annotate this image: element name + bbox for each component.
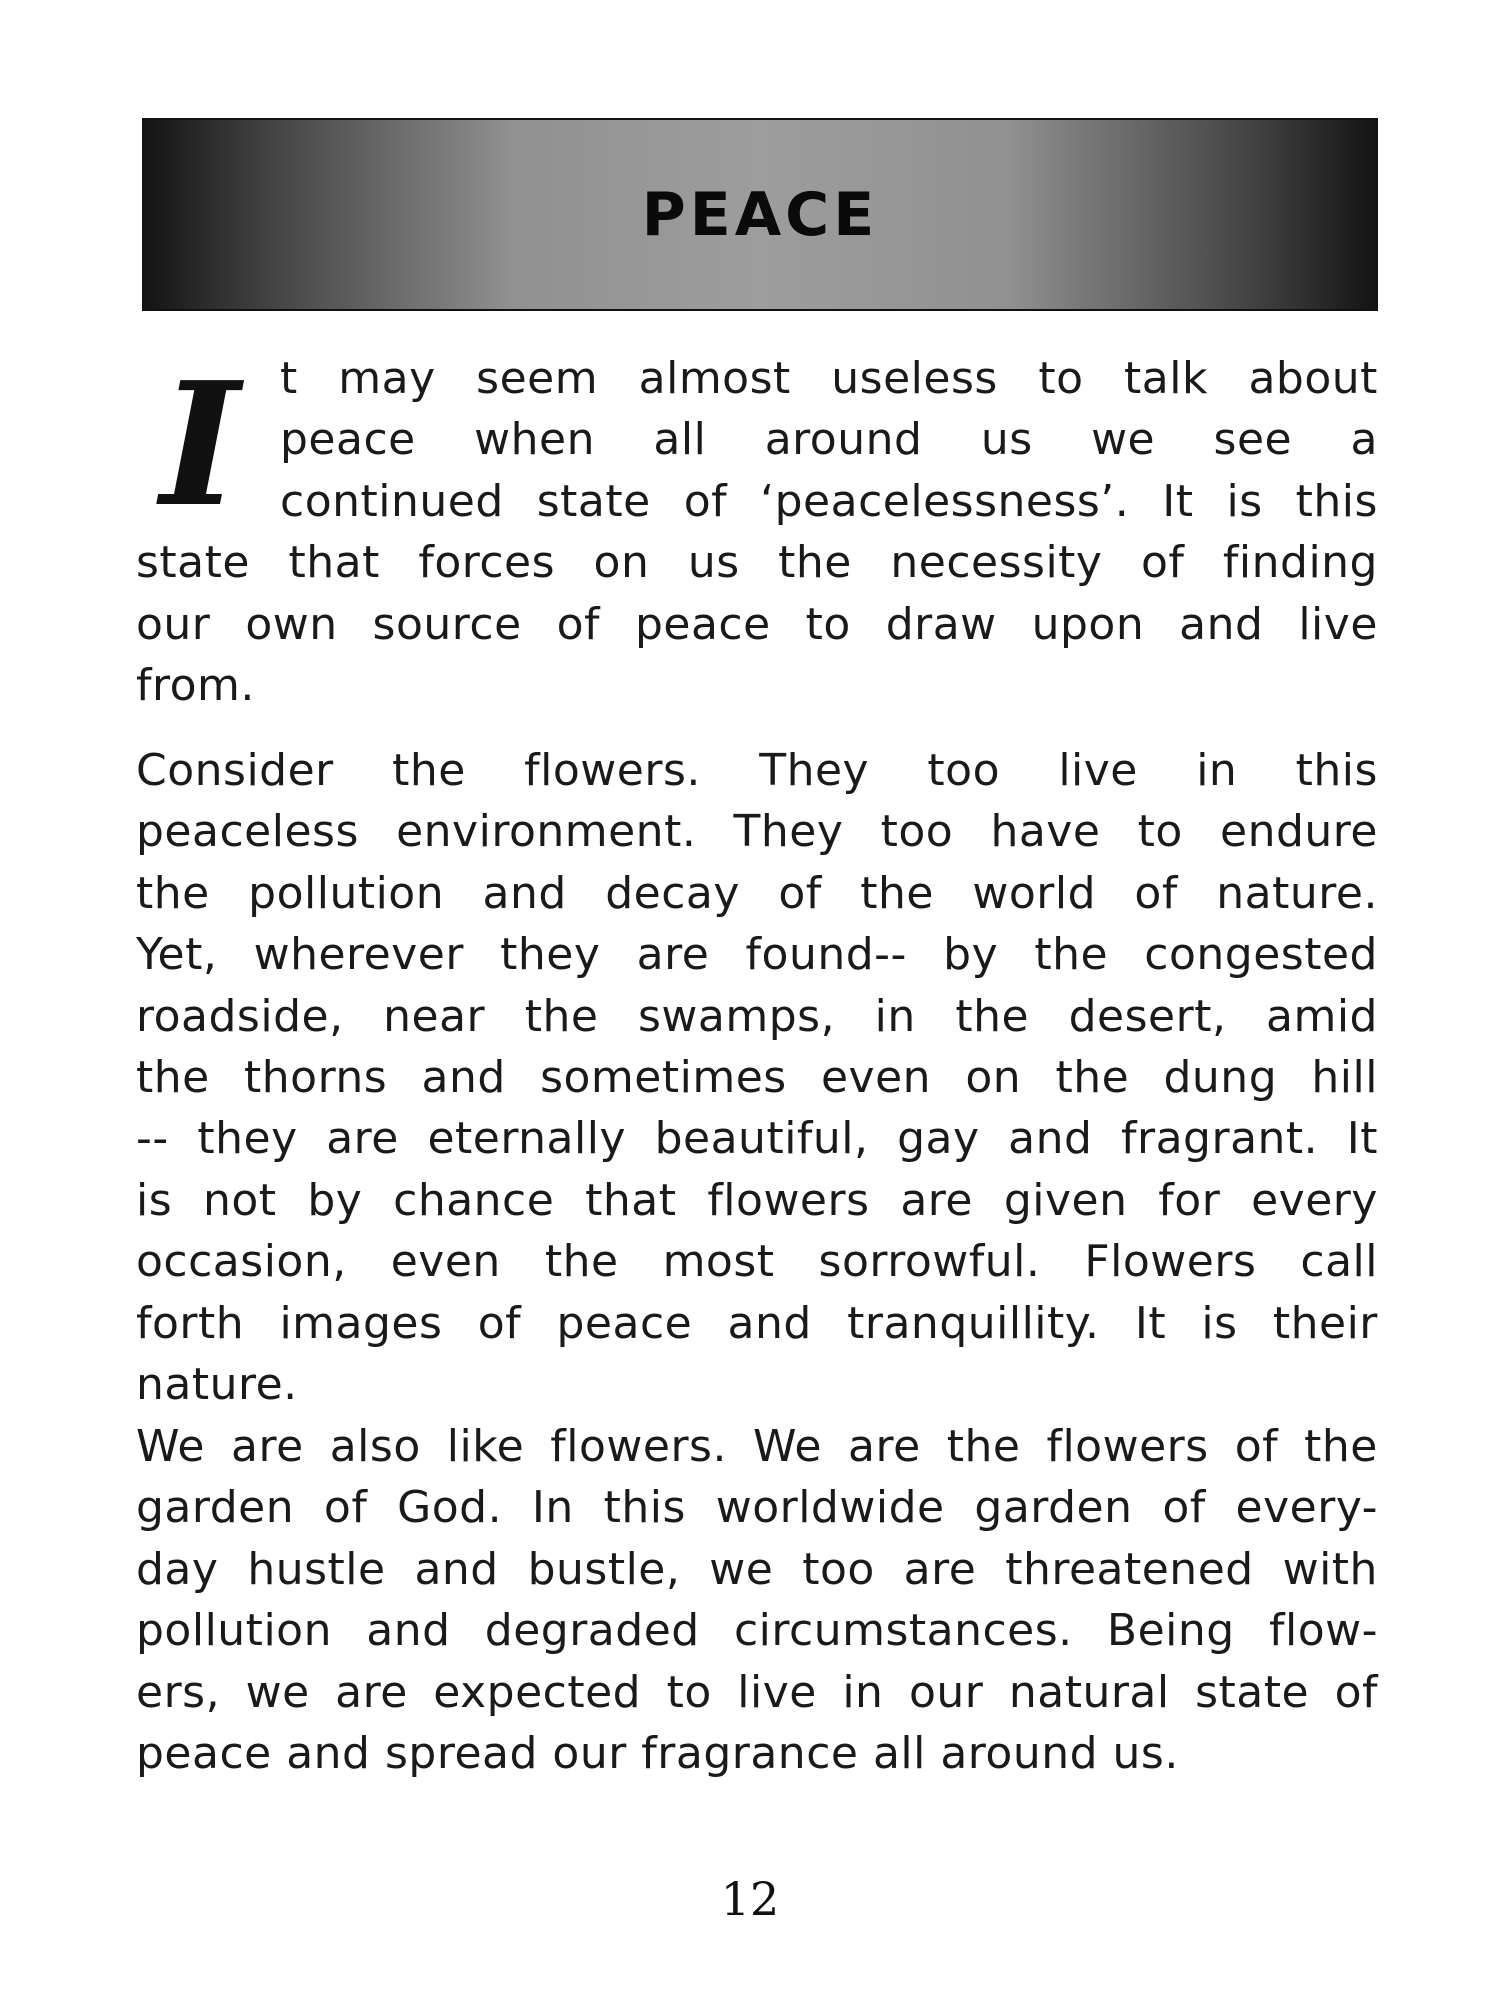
text-line: is not by chance that flowers are given for every xyxy=(136,1174,1378,1226)
text-line: continued state of ‘peacelessness’. It is this xyxy=(280,475,1378,527)
text-line: pollution and degraded circumstances. Being flow- xyxy=(136,1605,1378,1657)
text-line: garden of God. In this worldwide garden of every- xyxy=(136,1482,1378,1534)
text-line: t may seem almost useless to talk about xyxy=(280,353,1378,404)
text-line: the thorns and sometimes even on the dung hill xyxy=(136,1051,1378,1103)
page-number: 12 xyxy=(720,1872,780,1926)
text-line: ers, we are expected to live in our natural state of xyxy=(136,1666,1378,1718)
text-line: roadside, near the swamps, in the desert, amid xyxy=(136,990,1378,1042)
text-line: peace when all around us we see a xyxy=(280,414,1378,466)
text-line: occasion, even the most sorrowful. Flowers call xyxy=(136,1236,1378,1288)
drop-cap: I xyxy=(160,345,240,545)
text-line: peaceless environment. They too have to endure xyxy=(136,806,1378,858)
paragraph-3 xyxy=(136,1416,1378,1784)
text-line: Consider the flowers. They too live in this xyxy=(136,745,1378,796)
text-line: our own source of peace to draw upon and live xyxy=(136,598,1378,650)
text-line: state that forces on us the necessity of finding xyxy=(136,537,1378,589)
page-title: PEACE xyxy=(641,179,879,250)
text-line: We are also like flowers. We are the flowers of the xyxy=(136,1421,1378,1472)
text-line: nature. xyxy=(136,1358,298,1410)
text-line: forth images of peace and tranquillity. It is their xyxy=(136,1297,1378,1349)
text-line: peace and spread our fragrance all around us. xyxy=(136,1727,1179,1779)
text-line: from. xyxy=(136,659,255,711)
paragraph-2 xyxy=(136,740,1378,1415)
paragraph-1 xyxy=(136,348,1378,716)
text-line: Yet, wherever they are found-- by the congested xyxy=(136,929,1378,981)
text-line: -- they are eternally beautiful, gay and fragrant. It xyxy=(136,1113,1378,1165)
text-line: the pollution and decay of the world of nature. xyxy=(136,867,1378,919)
text-line: day hustle and bustle, we too are threatened with xyxy=(136,1543,1378,1595)
title-banner xyxy=(142,118,1378,311)
